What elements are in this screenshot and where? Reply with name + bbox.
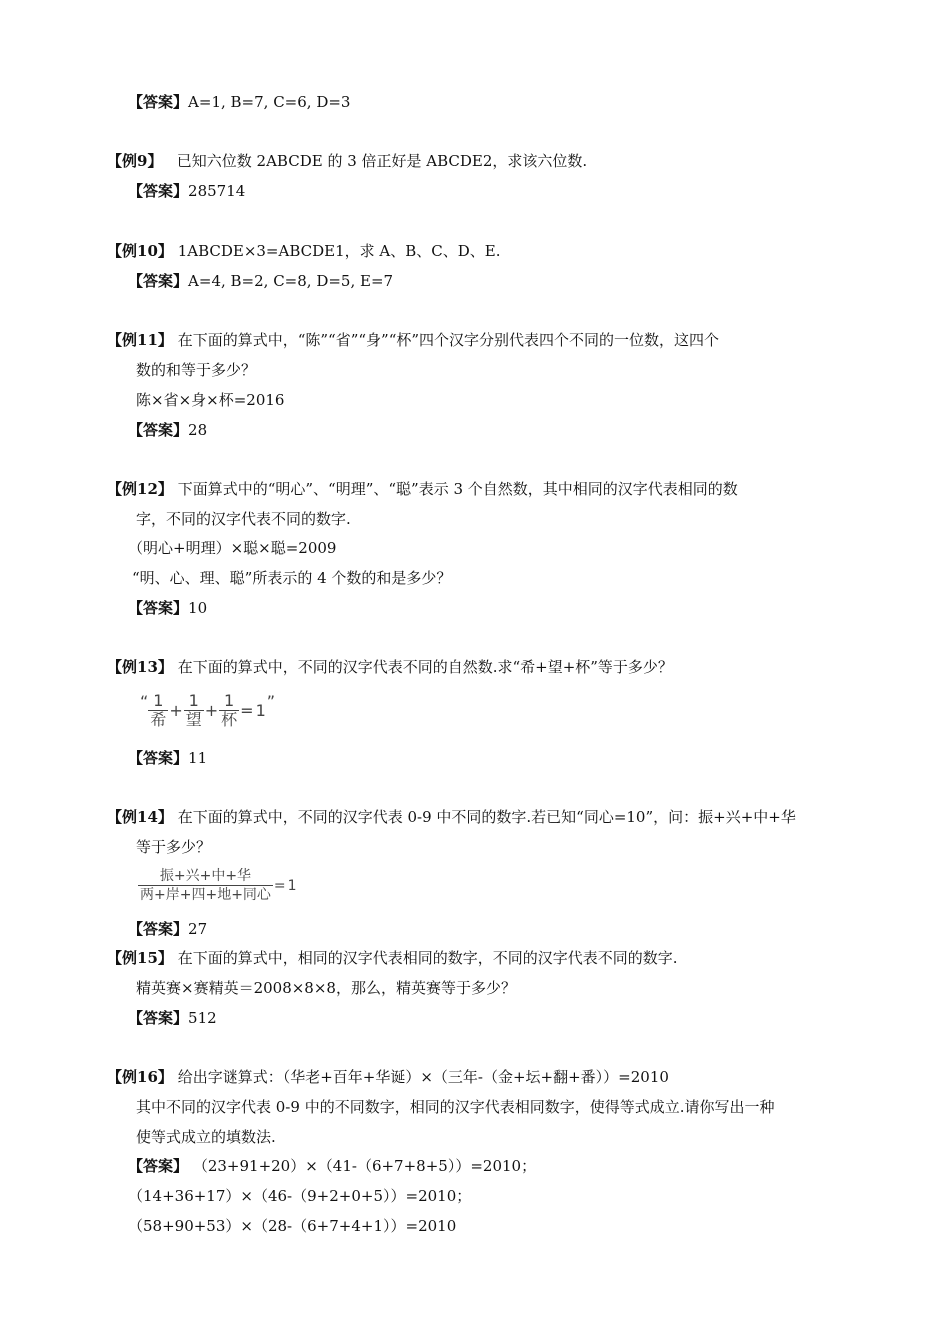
example-16-question-cont-2: 使等式成立的填数法. [136, 1128, 276, 1146]
example-label: 例14 [122, 808, 158, 826]
question-text: 下面算式中的“明心”、“明理”、“聪”表示 3 个自然数，其中相同的汉字代表相同的数 [177, 480, 738, 498]
example-14-question-cont: 等于多少？ [136, 838, 212, 856]
answer-line-ex13: 【答案】11 [128, 749, 208, 767]
example-label: 例10 [122, 242, 158, 260]
example-15-question: 【例15】 在下面的算式中，相同的汉字代表相同的数字，不同的汉字代表不同的数字. [107, 949, 678, 967]
example-13-formula: “ $\frac{1}{\text{希}}$ + $\frac{1}{\text{望}}$ + $\frac{1}{\text{杯}}$ = 1” [140, 691, 276, 729]
answer-text: 285714 [188, 182, 246, 200]
answer-label: 答案 [143, 1157, 174, 1175]
example-16-question: 【例16】 给出字谜算式：（华老+百年+华诞）×（三年-（金+坛+翻+番））=2010 [107, 1068, 669, 1086]
answer-line-ex16-3: （58+90+53）×（28-（6+7+4+1））=2010 [128, 1217, 457, 1235]
question-text: 在下面的算式中，不同的汉字代表不同的自然数.求“希+望+杯”等于多少？ [177, 658, 673, 676]
answer-text: 10 [188, 599, 208, 617]
example-14-formula: $\frac{\text{振+兴+中+华}}{\text{两+岸+四+地+同心}}$ = 1 [140, 868, 297, 903]
answer-text: A=1, B=7, C=6, D=3 [188, 93, 351, 111]
example-label: 例9 [122, 152, 148, 170]
answer-line-ex9: 【答案】285714 [128, 182, 246, 200]
answer-text: （23+91+20）×（41-（6+7+8+5））=2010； [192, 1157, 537, 1175]
question-text: 已知六位数 2ABCDE 的 3 倍正好是 ABCDE2，求该六位数. [176, 152, 588, 170]
example-12-formula: （明心+明理）×聪×聪=2009 [128, 539, 337, 557]
answer-text: 512 [188, 1009, 217, 1027]
question-text: 在下面的算式中，不同的汉字代表 0-9 中不同的数字.若已知“同心=10”，问：振+兴+中+华 [177, 808, 796, 826]
fraction-1: $\frac{1}{\text{希}}$ [150, 691, 167, 729]
answer-label: 答案 [143, 272, 174, 290]
answer-text: A=4, B=2, C=8, D=5, E=7 [188, 272, 394, 290]
example-15-formula: 精英赛×赛精英＝2008×8×8，那么，精英赛等于多少？ [136, 979, 516, 997]
answer-line-ex11: 【答案】28 [128, 421, 208, 439]
example-label: 例11 [122, 331, 158, 349]
example-12-question: 【例12】 下面算式中的“明心”、“明理”、“聪”表示 3 个自然数，其中相同的汉字代表相同的数 [107, 480, 738, 498]
question-text: 在下面的算式中，“陈”“省”“身”“杯”四个汉字分别代表四个不同的一位数，这四个 [177, 331, 720, 349]
answer-line-ex10: 【答案】A=4, B=2, C=8, D=5, E=7 [128, 272, 394, 290]
question-text: 给出字谜算式：（华老+百年+华诞）×（三年-（金+坛+翻+番））=2010 [177, 1068, 669, 1086]
question-text: 在下面的算式中，相同的汉字代表相同的数字，不同的汉字代表不同的数字. [177, 949, 678, 967]
answer-label: 答案 [143, 421, 174, 439]
answer-line-ex12: 【答案】10 [128, 599, 208, 617]
answer-label: 答案 [143, 749, 174, 767]
example-11-question-cont: 数的和等于多少？ [136, 361, 257, 379]
example-12-question-ask: “明、心、理、聪”所表示的 4 个数的和是多少？ [132, 569, 452, 587]
question-text: 1ABCDE×3=ABCDE1，求 A、B、C、D、E. [177, 242, 501, 260]
example-11-formula: 陈×省×身×杯=2016 [136, 391, 285, 409]
answer-line-ex16-2: （14+36+17）×（46-（9+2+0+5））=2010； [128, 1187, 472, 1205]
example-label: 例15 [122, 949, 158, 967]
answer-text: 11 [188, 749, 208, 767]
example-13-question: 【例13】 在下面的算式中，不同的汉字代表不同的自然数.求“希+望+杯”等于多少？ [107, 658, 673, 676]
answer-text: 28 [188, 421, 208, 439]
fraction: $\frac{\text{振+兴+中+华}}{\text{两+岸+四+地+同心}}$ [140, 868, 271, 903]
answer-line-ex16: 【答案】 （23+91+20）×（41-（6+7+8+5））=2010； [128, 1157, 537, 1175]
answer-label: 答案 [143, 182, 174, 200]
answer-line-ex14: 【答案】27 [128, 920, 208, 938]
example-10-question: 【例10】 1ABCDE×3=ABCDE1，求 A、B、C、D、E. [107, 242, 501, 260]
answer-text: 27 [188, 920, 208, 938]
example-label: 例16 [122, 1068, 158, 1086]
example-16-question-cont: 其中不同的汉字代表 0-9 中的不同数字，相同的汉字代表相同数字，使得等式成立.请你写出一种 [136, 1098, 775, 1116]
fraction-3: $\frac{1}{\text{杯}}$ [221, 691, 238, 729]
answer-label: 答案 [143, 920, 174, 938]
answer-label: 答案 [143, 599, 174, 617]
example-label: 例12 [122, 480, 158, 498]
answer-label: 答案 [143, 1009, 174, 1027]
example-11-question: 【例11】 在下面的算式中，“陈”“省”“身”“杯”四个汉字分别代表四个不同的一位数，这四个 [107, 331, 720, 349]
answer-line-ex8: 【答案】A=1, B=7, C=6, D=3 [128, 93, 351, 111]
example-9-question: 【例9】 已知六位数 2ABCDE 的 3 倍正好是 ABCDE2，求该六位数. [107, 152, 588, 170]
fraction-2: $\frac{1}{\text{望}}$ [185, 691, 202, 729]
answer-label: 答案 [143, 93, 174, 111]
answer-line-ex15: 【答案】512 [128, 1009, 217, 1027]
example-12-question-cont: 字，不同的汉字代表不同的数字. [136, 510, 351, 528]
close-quote: ” [266, 692, 276, 711]
open-quote: “ [140, 692, 149, 711]
example-14-question: 【例14】 在下面的算式中，不同的汉字代表 0-9 中不同的数字.若已知“同心=10”，问：振+兴+中+华 [107, 808, 796, 826]
example-label: 例13 [122, 658, 158, 676]
